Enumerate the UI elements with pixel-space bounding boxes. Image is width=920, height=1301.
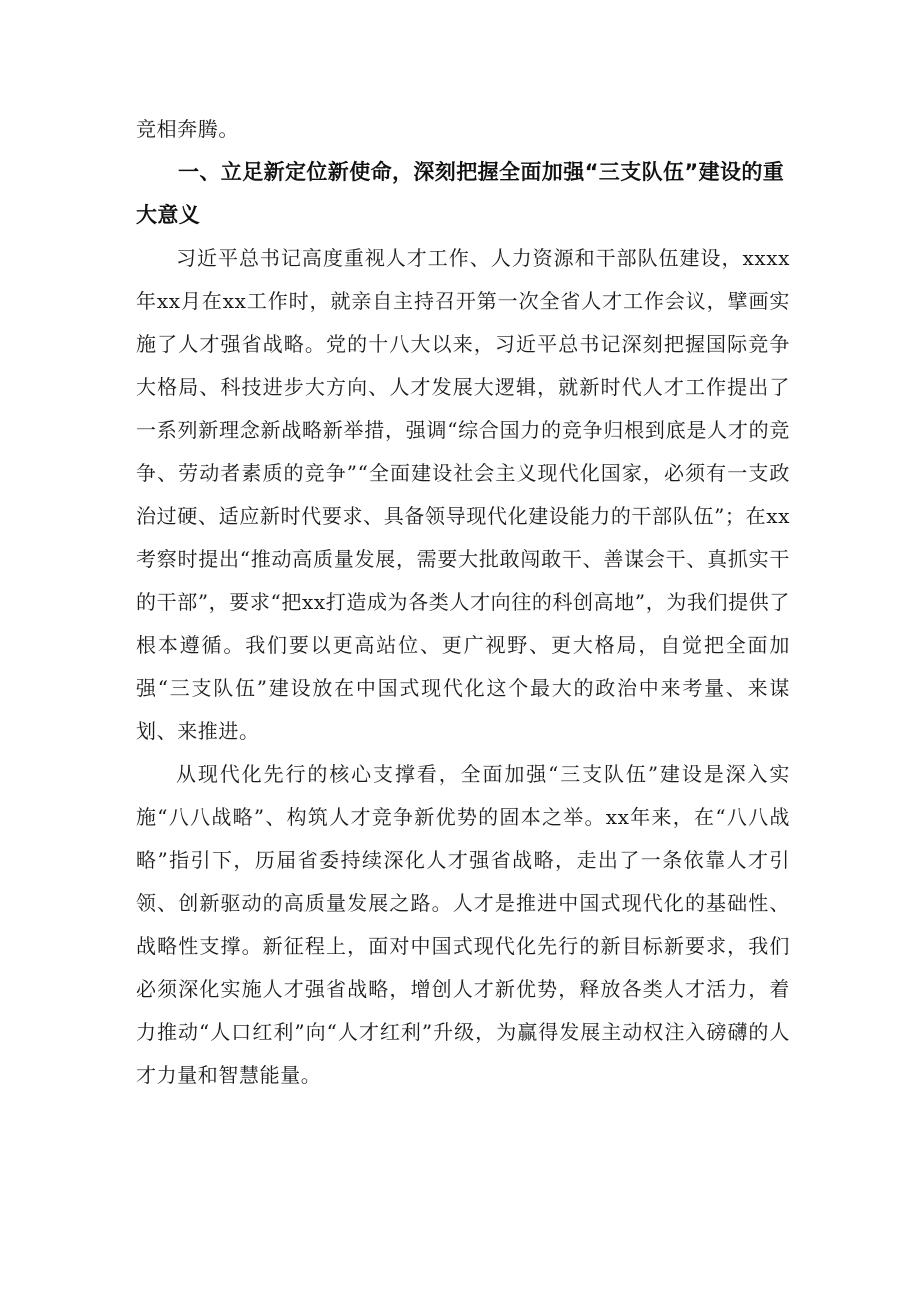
- continuation-text: 竞相奔腾。: [136, 117, 239, 141]
- section-heading: 一、立足新定位新使命，深刻把握全面加强“三支队伍”建设的重大意义: [136, 160, 785, 227]
- body-paragraph-2: 从现代化先行的核心支撑看，全面加强“三支队伍”建设是深入实施“八八战略”、构筑人才竞争新优势的固本之举。xx年来，在“八八战略”指引下，历届省委持续深化人才强省战略，走出了一条依靠人才引领、创新驱动的高质量发展之路。人才是推进中国式现代化的基础性、战略性支撑。新征程上，面对中国式现代化先行的新目标新要求，我们必须深化实施人才强省战略，增创人才新优势，释放各类人才活力，着力推动“人口红利”向“人才红利”升级，为赢得发展主动权注入磅礴的人才力量和智慧能量。: [136, 762, 790, 1087]
- document-body: [136, 108, 790, 1097]
- body-paragraph-1: 习近平总书记高度重视人才工作、人力资源和干部队伍建设，xxxx年xx月在xx工作时，就亲自主持召开第一次全省人才工作会议，擘画实施了人才强省战略。党的十八大以来，习近平总书记深刻把握国际竞争大格局、科技进步大方向、人才发展大逻辑，就新时代人才工作提出了一系列新理念新战略新举措，强调“综合国力的竞争归根到底是人才的竞争、劳动者素质的竞争”“全面建设社会主义现代化国家，必须有一支政治过硬、适应新时代要求、具备领导现代化建设能力的干部队伍”；在xx考察时提出“推动高质量发展，需要大批敢闯敢干、善谋会干、真抓实干的干部”，要求“把xx打造成为各类人才向往的科创高地”，为我们提供了根本遵循。我们要以更高站位、更广视野、更大格局，自觉把全面加强“三支队伍”建设放在中国式现代化这个最大的政治中来考量、来谋划、来推进。: [136, 246, 790, 743]
